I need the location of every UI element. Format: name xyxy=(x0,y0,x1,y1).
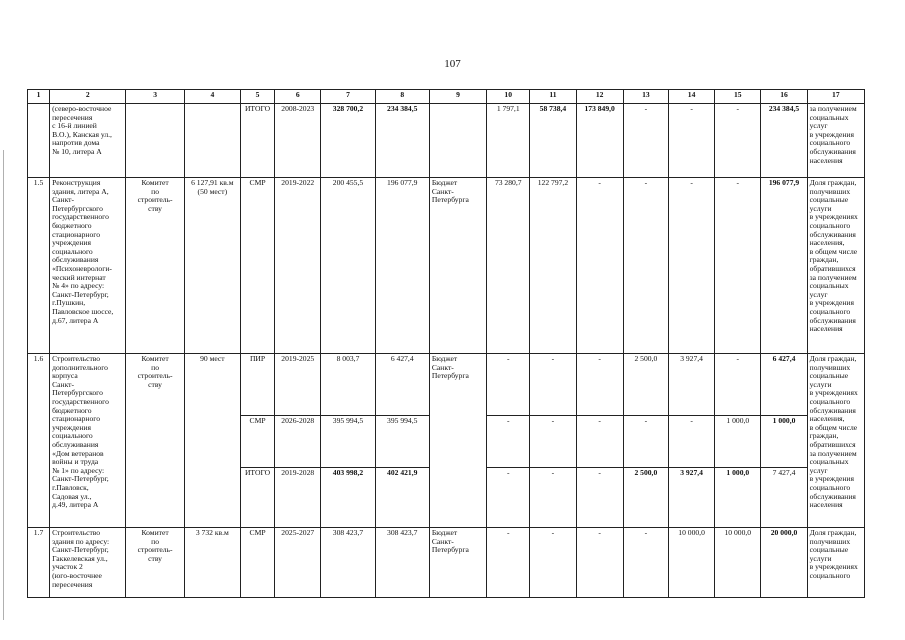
funding-source-cell: Бюджет Санкт- Петербурга xyxy=(429,354,486,528)
year-value-cell: 2 500,0 xyxy=(623,468,668,528)
column-number-row xyxy=(28,90,865,104)
total-funding-cell: 402 421,9 xyxy=(375,468,429,528)
year-value-cell: - xyxy=(715,354,761,416)
period-cell: 2019-2028 xyxy=(275,468,321,528)
estimated-cost-cell: 395 994,5 xyxy=(321,416,375,468)
year-value-cell: 1 797,1 xyxy=(487,104,530,178)
work-type-cell: СМР xyxy=(240,528,274,598)
year-value-cell: - xyxy=(668,178,714,354)
year-value-cell: - xyxy=(487,354,530,416)
year-value-cell: - xyxy=(576,178,623,354)
work-type-cell: ИТОГО xyxy=(240,468,274,528)
customer-cell: Комитет по строитель- ству xyxy=(126,178,184,354)
funding-source-cell xyxy=(429,104,486,178)
table-row xyxy=(28,528,865,598)
work-type-cell: СМР xyxy=(240,416,274,468)
year-value-cell: 2 500,0 xyxy=(623,354,668,416)
year-value-cell: - xyxy=(623,104,668,178)
year-value-cell: 122 797,2 xyxy=(530,178,576,354)
column-number: 10 xyxy=(487,90,530,104)
estimated-cost-cell: 308 423,7 xyxy=(321,528,375,598)
column-number: 14 xyxy=(668,90,714,104)
column-number: 4 xyxy=(184,90,240,104)
column-number: 15 xyxy=(715,90,761,104)
indicator-cell: за получением социальных услуг в учреждения социального обслуживания населения xyxy=(807,104,864,178)
work-type-cell: СМР xyxy=(240,178,274,354)
indicator-cell: Доля граждан, получивших социальные услуги в учреждениях социального обслуживания населения, в общем числе граждан, обратившихся за получением социальных услуг в учреждения социального обслуживания населения xyxy=(807,354,864,528)
year-value-cell: - xyxy=(487,528,530,598)
item-number-cell: 1.5 xyxy=(28,178,50,354)
object-name-cell: Реконструкция здания, литера А, Санкт- Петербургского государственного бюджетного стационарного учреждения социального обслуживания «Психоневрологи- ческий интернат № 4» по адресу: Санкт-Петербург, г.Пушкин, Павловское шоссе, д.67, литера А xyxy=(50,178,126,354)
column-number: 11 xyxy=(530,90,576,104)
item-number-cell: 1.7 xyxy=(28,528,50,598)
year-value-cell: - xyxy=(530,416,576,468)
total-funding-cell: 234 384,5 xyxy=(375,104,429,178)
period-cell: 2019-2025 xyxy=(275,354,321,416)
year-value-cell: - xyxy=(576,354,623,416)
column-number: 3 xyxy=(126,90,184,104)
customer-cell xyxy=(126,104,184,178)
table-row xyxy=(28,104,865,178)
year-value-cell: 1 000,0 xyxy=(715,416,761,468)
year-value-cell: - xyxy=(623,416,668,468)
capacity-cell xyxy=(184,104,240,178)
program-total-cell: 234 384,5 xyxy=(761,104,807,178)
estimated-cost-cell: 403 998,2 xyxy=(321,468,375,528)
program-total-cell: 6 427,4 xyxy=(761,354,807,416)
customer-cell: Комитет по строитель- ству xyxy=(126,528,184,598)
period-cell: 2025-2027 xyxy=(275,528,321,598)
program-total-cell: 7 427,4 xyxy=(761,468,807,528)
customer-cell: Комитет по строитель- ству xyxy=(126,354,184,528)
column-number: 16 xyxy=(761,90,807,104)
item-number-cell xyxy=(28,104,50,178)
table-row xyxy=(28,354,865,416)
year-value-cell: - xyxy=(530,354,576,416)
object-name-cell: (северо-восточное пересечения с 16-й линией В.О.), Канская ул., напротив дома № 10, литера А xyxy=(50,104,126,178)
estimated-cost-cell: 200 455,5 xyxy=(321,178,375,354)
period-cell: 2008-2023 xyxy=(275,104,321,178)
column-number: 8 xyxy=(375,90,429,104)
indicator-cell: Доля граждан, получивших социальные услуги в учреждениях социального обслуживания населения, в общем числе граждан, обратившихся за получением социальных услуг в учреждения социального обслуживания населения xyxy=(807,178,864,354)
year-value-cell: 173 849,0 xyxy=(576,104,623,178)
year-value-cell: - xyxy=(623,178,668,354)
year-value-cell: - xyxy=(623,528,668,598)
column-number: 7 xyxy=(321,90,375,104)
object-name-cell: Строительство здания по адресу: Санкт-Петербург, Гаккелевская ул., участок 2 (юго-восточнее пересечения xyxy=(50,528,126,598)
capacity-cell: 3 732 кв.м xyxy=(184,528,240,598)
total-funding-cell: 6 427,4 xyxy=(375,354,429,416)
column-number: 1 xyxy=(28,90,50,104)
year-value-cell: - xyxy=(487,416,530,468)
period-cell: 2026-2028 xyxy=(275,416,321,468)
year-value-cell: - xyxy=(715,104,761,178)
year-value-cell: - xyxy=(530,468,576,528)
program-total-cell: 1 000,0 xyxy=(761,416,807,468)
total-funding-cell: 395 994,5 xyxy=(375,416,429,468)
year-value-cell: - xyxy=(576,528,623,598)
year-value-cell: 58 738,4 xyxy=(530,104,576,178)
column-number: 9 xyxy=(429,90,486,104)
funding-source-cell: Бюджет Санкт- Петербурга xyxy=(429,178,486,354)
year-value-cell: - xyxy=(487,468,530,528)
year-value-cell: - xyxy=(530,528,576,598)
estimated-cost-cell: 328 700,2 xyxy=(321,104,375,178)
work-type-cell: ПИР xyxy=(240,354,274,416)
scan-margin-line xyxy=(3,150,4,620)
table-row xyxy=(28,178,865,354)
year-value-cell: 3 927,4 xyxy=(668,354,714,416)
year-value-cell: 1 000,0 xyxy=(715,468,761,528)
column-number: 17 xyxy=(807,90,864,104)
year-value-cell: 10 000,0 xyxy=(668,528,714,598)
year-value-cell: - xyxy=(576,468,623,528)
object-name-cell: Строительство дополнительного корпуса Санкт- Петербургского государственного бюджетного стационарного учреждения социального обслуживания «Дом ветеранов войны и труда № 1» по адресу: Санкт-Петербург, г.Павловск, Садовая ул., д.49, литера А xyxy=(50,354,126,528)
column-number: 13 xyxy=(623,90,668,104)
period-cell: 2019-2022 xyxy=(275,178,321,354)
column-number: 2 xyxy=(50,90,126,104)
item-number-cell: 1.6 xyxy=(28,354,50,528)
column-number: 5 xyxy=(240,90,274,104)
column-number: 12 xyxy=(576,90,623,104)
total-funding-cell: 196 077,9 xyxy=(375,178,429,354)
year-value-cell: 73 280,7 xyxy=(487,178,530,354)
funding-source-cell: Бюджет Санкт- Петербурга xyxy=(429,528,486,598)
investment-program-table xyxy=(27,89,865,598)
indicator-cell: Доля граждан, получивших социальные услуги в учреждениях социального xyxy=(807,528,864,598)
year-value-cell: - xyxy=(668,416,714,468)
program-total-cell: 196 077,9 xyxy=(761,178,807,354)
capacity-cell: 90 мест xyxy=(184,354,240,528)
year-value-cell: 10 000,0 xyxy=(715,528,761,598)
estimated-cost-cell: 8 003,7 xyxy=(321,354,375,416)
column-number: 6 xyxy=(275,90,321,104)
capacity-cell: 6 127,91 кв.м (50 мест) xyxy=(184,178,240,354)
year-value-cell: 3 927,4 xyxy=(668,468,714,528)
page-number: 107 xyxy=(444,58,461,70)
year-value-cell: - xyxy=(715,178,761,354)
year-value-cell: - xyxy=(668,104,714,178)
year-value-cell: - xyxy=(576,416,623,468)
total-funding-cell: 308 423,7 xyxy=(375,528,429,598)
program-total-cell: 20 000,0 xyxy=(761,528,807,598)
work-type-cell: ИТОГО xyxy=(240,104,274,178)
